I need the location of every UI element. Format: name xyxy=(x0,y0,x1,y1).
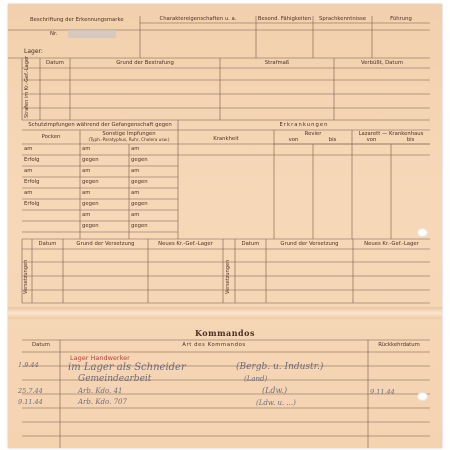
strafen-strafmass-header: Strafmaß xyxy=(264,60,290,66)
impf-row-6-left: Erfolg xyxy=(24,201,40,207)
revier-von-header: von xyxy=(288,137,299,143)
charakter-label: Charaktereigenschaften u. a. xyxy=(159,16,237,22)
entry-1-date: 1.9.44 xyxy=(18,361,39,369)
impf-row-5-mid: am xyxy=(82,190,91,196)
impf-row-6-right: gegen xyxy=(131,201,148,207)
impf-row-8-mid: gegen xyxy=(82,223,99,229)
revier-header: Revier xyxy=(304,131,322,137)
kommandos-rueckkehr-header: Rückkehrdatum xyxy=(378,342,420,348)
impf-row-7-mid: am xyxy=(82,212,91,218)
impf-row-3-left: am xyxy=(24,168,33,174)
erkennungsmarke-label: Beschriftung der Erkennungsmarke xyxy=(30,17,124,23)
vers-grund-header-right: Grund der Versetzung xyxy=(280,241,339,247)
lager-handwerker-stamp: Lager Handwerker xyxy=(70,354,130,362)
impf-row-2-right: gegen xyxy=(131,157,148,163)
fuehrung-label: Führung xyxy=(390,16,412,22)
impf-row-2-mid: gegen xyxy=(82,157,99,163)
impf-row-4-left: Erfolg xyxy=(24,179,40,185)
entry-2-text: Gemeindearbeit xyxy=(78,374,152,384)
impf-row-1-right: am xyxy=(131,146,140,152)
impf-row-3-right: am xyxy=(131,168,140,174)
vers-neues-header-right: Neues Kr.-Gef.-Lager xyxy=(364,241,419,247)
kommandos-title: Kommandos xyxy=(195,328,255,338)
impf-row-1-mid: am xyxy=(82,146,91,152)
impf-row-2-left: Erfolg xyxy=(24,157,40,163)
kommandos-art-header: Art des Kommandos xyxy=(182,342,246,348)
impf-row-7-right: am xyxy=(131,212,140,218)
entry-1-text: im Lager als Schneider xyxy=(68,362,186,373)
impf-row-5-left: am xyxy=(24,190,33,196)
impfungen-header: Schutzimpfungen während der Gefangenschaft gegen xyxy=(28,122,172,128)
strafen-grund-header: Grund der Bestrafung xyxy=(116,60,174,66)
entry-3-date: 25.7.44 xyxy=(18,387,43,395)
lazarett-bis-header: bis xyxy=(406,137,415,143)
entry-4-note: (Ldw. u. ...) xyxy=(256,399,296,407)
vers-datum-header-left: Datum xyxy=(38,241,57,247)
entry-3-text: Arb. Kdo. 41 xyxy=(78,387,123,395)
entry-3-note: (Ldw.) xyxy=(262,386,288,395)
strafen-side-label: Strafen im Kr.-Gef.-Lager xyxy=(24,55,30,118)
entry-2-note: (Land) xyxy=(244,375,268,383)
strafen-verbuesst-header: Verbüßt, Datum xyxy=(360,60,404,66)
versetzungen-side-label-left: Versetzungen xyxy=(23,259,29,294)
revier-bis-header: bis xyxy=(328,137,337,143)
pocken-header: Pocken xyxy=(41,134,61,140)
punch-hole-bottom xyxy=(417,392,428,401)
record-card xyxy=(8,4,442,448)
fold-crease xyxy=(8,307,442,319)
vers-grund-header-left: Grund der Versetzung xyxy=(76,241,135,247)
entry-3-return: 9.11.44 xyxy=(370,388,395,396)
vers-datum-header-right: Datum xyxy=(241,241,260,247)
impf-row-4-mid: gegen xyxy=(82,179,99,185)
entry-4-date: 9.11.44 xyxy=(18,398,43,406)
vers-neues-header-left: Neues Kr.-Gef.-Lager xyxy=(158,241,213,247)
kommandos-datum-header: Datum xyxy=(32,342,50,348)
redaction-mark xyxy=(68,30,116,38)
strafen-datum-header: Datum xyxy=(46,60,64,66)
impf-row-1-left: am xyxy=(24,146,33,152)
nr-label: Nr. xyxy=(50,31,58,37)
punch-hole-top xyxy=(417,228,428,237)
faehigkeiten-label: Besond. Fähigkeiten xyxy=(257,16,312,22)
versetzungen-side-label-right: Versetzungen xyxy=(225,259,231,294)
erkrankungen-header: Erkrankungen xyxy=(279,122,329,128)
lager-label: Lager: xyxy=(24,48,43,55)
krankheit-header: Krankheit xyxy=(213,136,239,142)
form-grid-lines xyxy=(8,4,442,448)
sprachkenntnisse-label: Sprachkenntnisse xyxy=(319,16,366,22)
sonstige-header: Sonstige Impfungen xyxy=(102,131,156,137)
impf-row-3-mid: am xyxy=(82,168,91,174)
entry-4-text: Arb. Kdo. 707 xyxy=(78,398,127,406)
sonstige-subheader: (Typh.-Paratyphus, Ruhr, Cholera usw.) xyxy=(88,137,170,142)
lazarett-von-header: von xyxy=(366,137,377,143)
impf-row-4-right: gegen xyxy=(131,179,148,185)
impf-row-8-right: gegen xyxy=(131,223,148,229)
lazarett-header: Lazarett — Krankenhaus xyxy=(358,131,424,137)
impf-row-6-mid: gegen xyxy=(82,201,99,207)
entry-1-note: (Bergb. u. Industr.) xyxy=(236,362,324,372)
impf-row-5-right: am xyxy=(131,190,140,196)
